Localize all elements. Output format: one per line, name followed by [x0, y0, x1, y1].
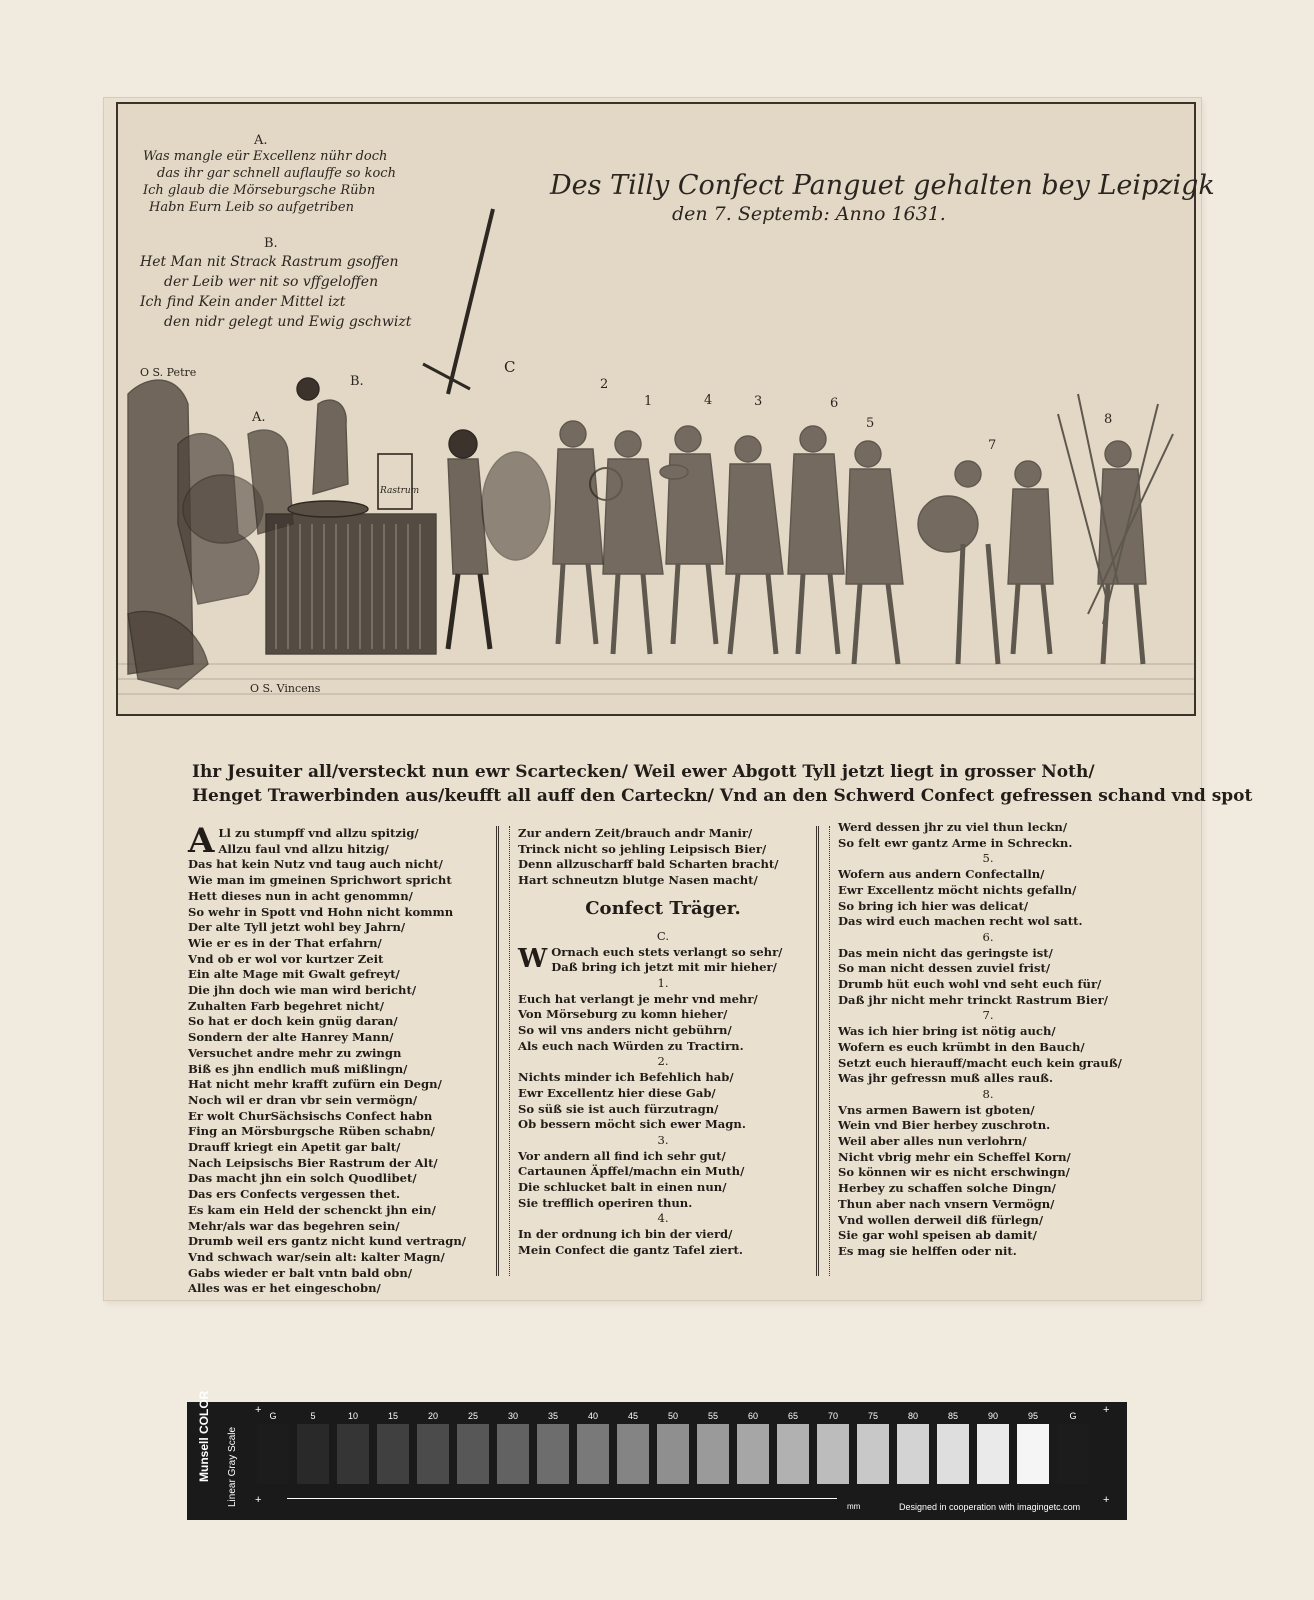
poem-line: Nicht vbrig mehr ein Scheffel Korn/ — [838, 1149, 1071, 1164]
patch-label: G — [1069, 1411, 1077, 1421]
patch-label: 45 — [627, 1411, 638, 1421]
patch-label: 90 — [987, 1411, 998, 1421]
poem-line: Thun aber nach vnsern Vermögn/ — [838, 1196, 1055, 1211]
sword-bearer — [423, 209, 550, 649]
poem-line: Das wird euch machen recht wol satt. — [838, 914, 1083, 929]
poem-line: Er wolt ChurSächsischs Confect habn — [188, 1108, 433, 1123]
gray-patch — [297, 1424, 329, 1484]
gray-patch — [417, 1424, 449, 1484]
poem-line: Vnd schwach war/sein alt: kalter Magn/ — [188, 1249, 445, 1264]
section-c-number: C. — [656, 928, 670, 943]
verse-a-line: Habn Eurn Leib so aufgetriben — [149, 200, 354, 215]
poem-line: Vor andern all find ich sehr gut/ — [518, 1148, 726, 1163]
dropcap-a: A — [188, 821, 215, 861]
poem-line: Mehr/als war das begehren sein/ — [188, 1218, 400, 1233]
poem-line: So süß sie ist auch fürzutragn/ — [518, 1101, 719, 1116]
label-a: A. — [252, 410, 266, 425]
label-vincens: O S. Vincens — [250, 682, 321, 695]
poem-line: Was ich hier bring ist nötig auch/ — [838, 1024, 1056, 1039]
munsell-logo: Munsell COLOR — [197, 1390, 211, 1482]
section-6-number: 6. — [982, 929, 994, 944]
label-7: 7 — [988, 438, 997, 453]
poem-line: Hart schneutzn blutge Nasen macht/ — [518, 873, 758, 888]
mm-label: mm — [847, 1502, 861, 1511]
poem-line: Sie trefflich operiren thun. — [518, 1195, 693, 1210]
print-subtitle: den 7. Septemb: Anno 1631. — [672, 203, 946, 225]
poem-line: Wofern es euch krümbt in den Bauch/ — [838, 1039, 1085, 1054]
section-title: Confect Träger. — [585, 897, 741, 919]
poem-line: Das ers Confects vergessen thet. — [188, 1187, 401, 1202]
patch-label: G — [269, 1411, 277, 1421]
poem-line: Wein vnd Bier herbey zuschrotn. — [838, 1118, 1051, 1133]
poem-line: Herbey zu schaffen solche Dingn/ — [838, 1181, 1056, 1196]
gray-patch — [257, 1424, 289, 1484]
headline-line-1: Ihr Jesuiter all/versteckt nun ewr Scartecken/ Weil ewer Abgott Tyll jetzt liegt in grosser Noth/ — [192, 762, 1095, 782]
gray-patch — [537, 1424, 569, 1484]
banquet-table — [266, 454, 436, 654]
section-5-number: 5. — [982, 851, 994, 866]
poem-line: Denn allzuscharff bald Scharten bracht/ — [518, 857, 779, 872]
registration-mark: + — [1103, 1404, 1110, 1416]
poem-line: So felt ewr gantz Arme in Schreckn. — [838, 835, 1073, 850]
poem-line: Daß jhr nicht mehr trinckt Rastrum Bier/ — [838, 992, 1108, 1007]
gray-patch — [977, 1424, 1009, 1484]
poem-line: Cartaunen Äpffel/machn ein Muth/ — [518, 1164, 745, 1179]
poem-line: Das mein nicht das geringste ist/ — [838, 945, 1053, 960]
poem-line: Vnd ob er wol vor kurtzer Zeit — [188, 951, 384, 966]
poem-line: Es mag sie helffen oder nit. — [838, 1243, 1017, 1258]
gray-patch — [337, 1424, 369, 1484]
patch-label: 60 — [747, 1411, 758, 1421]
poem-line: Alles was er het eingeschobn/ — [188, 1281, 381, 1296]
patch-label: 70 — [827, 1411, 838, 1421]
verse-b-line: Ich find Kein ander Mittel izt — [140, 294, 346, 310]
gray-patch — [457, 1424, 489, 1484]
poem-line: Versuchet andre mehr zu zwingn — [188, 1045, 402, 1060]
patch-label: 30 — [507, 1411, 518, 1421]
gray-patch — [577, 1424, 609, 1484]
poem-line: Was jhr gefressn muß alles rauß. — [838, 1071, 1054, 1086]
section-8-lines — [838, 1103, 1138, 1260]
poem-line: So wil vns anders nicht gebührn/ — [518, 1023, 732, 1038]
poem-line: Das hat kein Nutz vnd taug auch nicht/ — [188, 857, 443, 872]
poem-line: Daß bring ich jetzt mit mir hieher/ — [551, 960, 777, 975]
poem-line: Nach Leipsischs Bier Rastrum der Alt/ — [188, 1155, 438, 1170]
gray-patch — [777, 1424, 809, 1484]
column-1-lines — [188, 873, 488, 1297]
poem-line: Noch wil er dran vbr sein vermögn/ — [188, 1092, 418, 1107]
poem-line: In der ordnung ich bin der vierd/ — [518, 1227, 733, 1242]
confect-carriers — [553, 394, 1173, 664]
label-4: 4 — [704, 393, 713, 408]
label-5: 5 — [866, 416, 875, 431]
poem-line: Die jhn doch wie man wird bericht/ — [188, 983, 417, 998]
verse-b-line: Het Man nit Strack Rastrum gsoffen — [140, 254, 399, 270]
headline-line-2: Henget Trawerbinden aus/keufft all auff den Carteckn/ Vnd an den Schwerd Confect gefressen schand vnd spot — [192, 786, 1253, 806]
label-1: 1 — [644, 394, 653, 409]
print-title: Des Tilly Confect Panguet gehalten bey Leipzigk — [550, 170, 1215, 201]
gray-patch — [697, 1424, 729, 1484]
verse-b — [140, 252, 411, 332]
label-6: 6 — [830, 396, 839, 411]
poem-line: Ewr Excellentz hier diese Gab/ — [518, 1085, 716, 1100]
poem-line: Hett dieses nun in acht genommn/ — [188, 888, 413, 903]
poem-line: Drumb weil ers gantz nicht kund vertragn/ — [188, 1234, 466, 1249]
verse-b-line: den nidr gelegt und Ewig gschwizt — [164, 314, 412, 330]
label-3: 3 — [754, 394, 763, 409]
patch-label: 85 — [947, 1411, 958, 1421]
poem-line: Von Mörseburg zu komn hieher/ — [518, 1007, 728, 1022]
gray-patch — [497, 1424, 529, 1484]
poem-line: Allzu faul vnd allzu hitzig/ — [218, 841, 389, 856]
poem-line: Ll zu stumpff vnd allzu spitzig/ — [218, 826, 419, 840]
poem-line: Biß es jhn endlich muß mißlingn/ — [188, 1061, 408, 1076]
label-8: 8 — [1104, 412, 1113, 427]
poem-line: Wie er es in der That erfahrn/ — [188, 935, 382, 950]
gray-patch — [737, 1424, 769, 1484]
registration-mark: + — [1103, 1494, 1110, 1506]
poem-line: Drumb hüt euch wohl vnd seht euch für/ — [838, 977, 1102, 992]
poem-line: Als euch nach Würden zu Tractirn. — [518, 1038, 744, 1053]
section-1-number: 1. — [657, 975, 669, 990]
poem-column-1 — [188, 821, 488, 1297]
poem-line: Zuhalten Farb begehret nicht/ — [188, 998, 384, 1013]
poem-line: Nichts minder ich Befehlich hab/ — [518, 1070, 734, 1085]
poem-line: So bring ich hier was delicat/ — [838, 898, 1029, 913]
poem-line: Vnd wollen derweil diß fürlegn/ — [838, 1212, 1044, 1227]
gray-patch — [617, 1424, 649, 1484]
poem-line: Setzt euch hierauff/macht euch kein grauß/ — [838, 1055, 1122, 1070]
poem-line: Wofern aus andern Confectalln/ — [838, 867, 1045, 882]
section-3-number: 3. — [657, 1132, 669, 1147]
label-c: C — [504, 358, 516, 376]
poem-line: Euch hat verlangt je mehr vnd mehr/ — [518, 991, 758, 1006]
poem-column-2 — [518, 826, 808, 1259]
poem-line: Sie gar wohl speisen ab damit/ — [838, 1228, 1037, 1243]
patch-label: 40 — [587, 1411, 598, 1421]
verse-b-letter: B. — [264, 236, 278, 251]
section-4-number: 4. — [657, 1211, 669, 1226]
poem-line: Fing an Mörsburgsche Rüben schabn/ — [188, 1124, 435, 1139]
verse-a-line: Ich glaub die Mörseburgsche Rübn — [143, 183, 376, 198]
poem-line: Das macht jhn ein solch Quodlibet/ — [188, 1171, 417, 1186]
poem-line: Ornach euch stets verlangt so sehr/ — [551, 944, 783, 959]
patch-label: 15 — [387, 1411, 398, 1421]
mm-ruler — [287, 1498, 837, 1511]
poem-line: Es kam ein Held der schenckt jhn ein/ — [188, 1202, 436, 1217]
poem-line: Ewr Excellentz möcht nichts gefalln/ — [838, 882, 1077, 897]
column-border-left — [496, 826, 510, 1276]
gray-patch — [817, 1424, 849, 1484]
gray-patch — [377, 1424, 409, 1484]
gray-patch — [857, 1424, 889, 1484]
patch-label: 10 — [347, 1411, 358, 1421]
label-jug: Rastrum — [380, 486, 420, 496]
poem-line: Vns armen Bawern ist gboten/ — [838, 1102, 1035, 1117]
section-2-number: 2. — [657, 1054, 669, 1069]
poem-line: So können wir es nicht erschwingn/ — [838, 1165, 1070, 1180]
label-petre: O S. Petre — [140, 366, 197, 379]
patch-label: 65 — [787, 1411, 798, 1421]
poem-line: Der alte Tyll jetzt wohl bey Jahrn/ — [188, 920, 406, 935]
gray-patch — [657, 1424, 689, 1484]
verse-b-line: der Leib wer nit so vffgeloffen — [164, 274, 379, 290]
poem-line: So wehr in Spott vnd Hohn nicht kommn — [188, 904, 454, 919]
verse-a — [143, 148, 396, 216]
poem-column-3 — [838, 820, 1138, 1260]
verse-a-letter: A. — [254, 133, 268, 148]
poem-line: So hat er doch kein gnüg daran/ — [188, 1014, 398, 1029]
patch-label: 55 — [707, 1411, 718, 1421]
patch-label: 20 — [427, 1411, 438, 1421]
color-calibration-card: Munsell COLOR Linear Gray Scale G 5 10 15 20 25 30 35 40 45 50 55 60 65 70 75 80 85 90 95 G mm Designed in cooperation with imagingetc.com + + + + — [187, 1402, 1127, 1520]
label-2: 2 — [600, 377, 609, 392]
poem-line: Werd dessen jhr zu viel thun leckn/ — [838, 820, 1068, 834]
poem-line: Sondern der alte Hanrey Mann/ — [188, 1030, 394, 1045]
poem-line: So man nicht dessen zuviel frist/ — [838, 961, 1051, 976]
poem-line: Wie man im gmeinen Sprichwort spricht — [188, 873, 452, 888]
gray-patch — [937, 1424, 969, 1484]
patch-label: 35 — [547, 1411, 558, 1421]
gray-patch — [897, 1424, 929, 1484]
poem-line: Weil aber alles nun verlohrn/ — [838, 1134, 1027, 1149]
poem-line: Drauff kriegt ein Apetit gar balt/ — [188, 1140, 401, 1155]
section-7-number: 7. — [982, 1008, 994, 1023]
patch-label: 5 — [310, 1411, 316, 1421]
section-8-number: 8. — [982, 1086, 994, 1101]
cooperation-credit: Designed in cooperation with imagingetc.com — [899, 1502, 1081, 1512]
poem-line: Zur andern Zeit/brauch andr Manir/ — [518, 826, 753, 840]
headline — [192, 760, 1252, 808]
column-border-right — [816, 826, 830, 1276]
patch-label: 75 — [867, 1411, 878, 1421]
gray-patch — [1017, 1424, 1049, 1484]
patch-label: 50 — [667, 1411, 678, 1421]
poem-line: Die schlucket balt in einen nun/ — [518, 1180, 727, 1195]
registration-mark: + — [255, 1404, 262, 1416]
poem-line: Ob bessern möcht sich ewer Magn. — [518, 1117, 746, 1132]
poem-line: Gabs wieder er balt vntn bald obn/ — [188, 1265, 413, 1280]
verse-a-line: Was mangle eür Excellenz nühr doch — [143, 149, 388, 164]
verse-a-line: das ihr gar schnell auflauffe so koch — [157, 166, 396, 181]
registration-mark: + — [255, 1494, 262, 1506]
poem-line: Mein Confect die gantz Tafel ziert. — [518, 1242, 743, 1257]
label-b: B. — [350, 374, 364, 389]
patch-label: 25 — [467, 1411, 478, 1421]
dropcap-w: W — [518, 943, 548, 974]
gray-patch — [1057, 1424, 1089, 1484]
poem-line: Trinck nicht so jehling Leipsisch Bier/ — [518, 841, 767, 856]
poem-line: Ein alte Mage mit Gwalt gefreyt/ — [188, 967, 400, 982]
patch-label: 80 — [907, 1411, 918, 1421]
poem-line: Hat nicht mehr krafft zufürn ein Degn/ — [188, 1077, 442, 1092]
patch-label: 95 — [1027, 1411, 1038, 1421]
